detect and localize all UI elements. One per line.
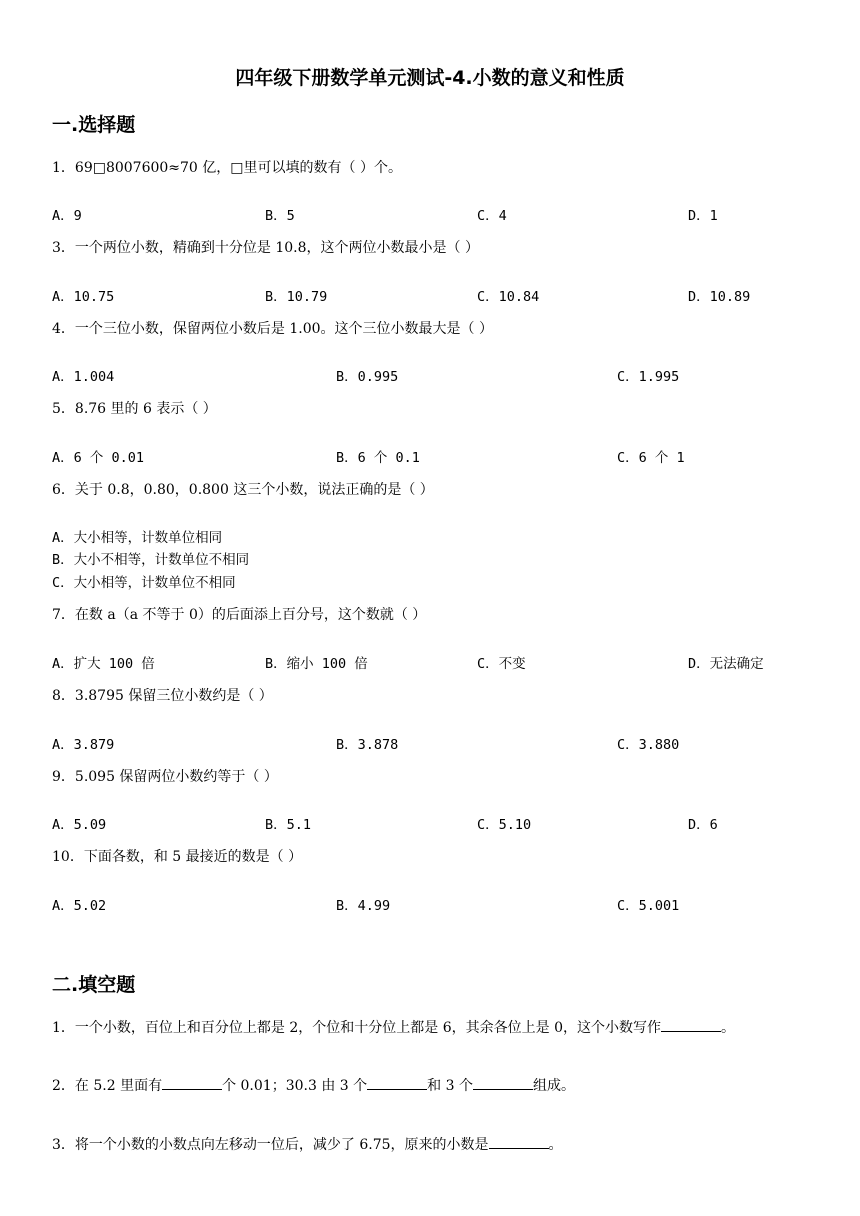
q7-option-a: A．扩大 100 倍 xyxy=(52,656,155,672)
q9-option-d: D．6 xyxy=(688,817,718,833)
question-10: 10．下面各数，和 5 最接近的数是（ ） xyxy=(52,849,303,865)
q8-option-a: A．3.879 xyxy=(52,737,115,753)
q4-option-c: C．1.995 xyxy=(617,369,680,385)
q7-option-c: C．不变 xyxy=(477,656,526,672)
q4-option-a: A．1.004 xyxy=(52,369,115,385)
q6-option-c: C．大小相等，计数单位不相同 xyxy=(52,575,236,591)
q1-option-a: A．9 xyxy=(52,208,82,224)
question-5: 5．8.76 里的 6 表示（ ） xyxy=(52,401,217,417)
page-title: 四年级下册数学单元测试-4.小数的意义和性质 xyxy=(235,67,625,89)
q5-option-b: B．6 个 0.1 xyxy=(336,450,420,466)
q3-option-b: B．10.79 xyxy=(265,289,328,305)
q5-option-a: A．6 个 0.01 xyxy=(52,450,145,466)
q10-option-b: B．4.99 xyxy=(336,898,391,914)
question-3: 3．一个两位小数，精确到十分位是 10.8，这个两位小数最小是（ ） xyxy=(52,240,479,256)
fill-1-blank[interactable] xyxy=(661,1019,721,1032)
q6-option-a: A．大小相等，计数单位相同 xyxy=(52,530,223,546)
fill-1-text: 1．一个小数，百位上和百分位上都是 2，个位和十分位上都是 6，其余各位上是 0，这个小数写作 xyxy=(52,1020,661,1036)
q3-option-d: D．10.89 xyxy=(688,289,751,305)
section-heading-choice: 一.选择题 xyxy=(52,114,136,136)
fill-question-1 xyxy=(52,1017,735,1037)
q5-option-c: C．6 个 1 xyxy=(617,450,685,466)
q8-option-b: B．3.878 xyxy=(336,737,399,753)
question-1: 1．69□8007600≈70 亿，□里可以填的数有（ ）个。 xyxy=(52,160,402,176)
fill-3-text: 3．将一个小数的小数点向左移动一位后，减少了 6.75，原来的小数是 xyxy=(52,1137,489,1153)
q7-option-b: B．缩小 100 倍 xyxy=(265,656,368,672)
question-7: 7．在数 a（a 不等于 0）的后面添上百分号，这个数就（ ） xyxy=(52,607,427,623)
fill-2-blank-1[interactable] xyxy=(162,1077,222,1090)
q4-option-b: B．0.995 xyxy=(336,369,399,385)
fill-2-text-b: 个 0.01；30.3 由 3 个 xyxy=(222,1078,368,1094)
q1-option-d: D．1 xyxy=(688,208,718,224)
q1-option-c: C．4 xyxy=(477,208,507,224)
fill-1-end: 。 xyxy=(720,1020,735,1036)
fill-2-text-a: 2．在 5.2 里面有 xyxy=(52,1078,163,1094)
q3-option-c: C．10.84 xyxy=(477,289,540,305)
q6-option-b: B．大小不相等，计数单位不相同 xyxy=(52,552,250,568)
q10-option-a: A．5.02 xyxy=(52,898,107,914)
fill-2-text-d: 组成。 xyxy=(532,1078,575,1094)
fill-2-blank-2[interactable] xyxy=(367,1077,427,1090)
q10-option-c: C．5.001 xyxy=(617,898,680,914)
q9-option-c: C．5.10 xyxy=(477,817,532,833)
fill-2-text-c: 和 3 个 xyxy=(427,1078,473,1094)
question-4: 4．一个三位小数，保留两位小数后是 1.00。这个三位小数最大是（ ） xyxy=(52,321,493,337)
fill-3-end: 。 xyxy=(548,1137,563,1153)
fill-3-blank[interactable] xyxy=(489,1136,549,1149)
section-heading-fill: 二.填空题 xyxy=(52,974,136,996)
fill-question-3 xyxy=(52,1134,563,1154)
fill-2-blank-3[interactable] xyxy=(473,1077,533,1090)
question-9: 9．5.095 保留两位小数约等于（ ） xyxy=(52,769,278,785)
question-8: 8．3.8795 保留三位小数约是（ ） xyxy=(52,688,273,704)
q1-option-b: B．5 xyxy=(265,208,295,224)
q8-option-c: C．3.880 xyxy=(617,737,680,753)
question-6: 6．关于 0.8，0.80，0.800 这三个小数，说法正确的是（ ） xyxy=(52,482,434,498)
q9-option-a: A．5.09 xyxy=(52,817,107,833)
q9-option-b: B．5.1 xyxy=(265,817,312,833)
q3-option-a: A．10.75 xyxy=(52,289,115,305)
fill-question-2 xyxy=(52,1075,575,1095)
q7-option-d: D．无法确定 xyxy=(688,656,764,672)
